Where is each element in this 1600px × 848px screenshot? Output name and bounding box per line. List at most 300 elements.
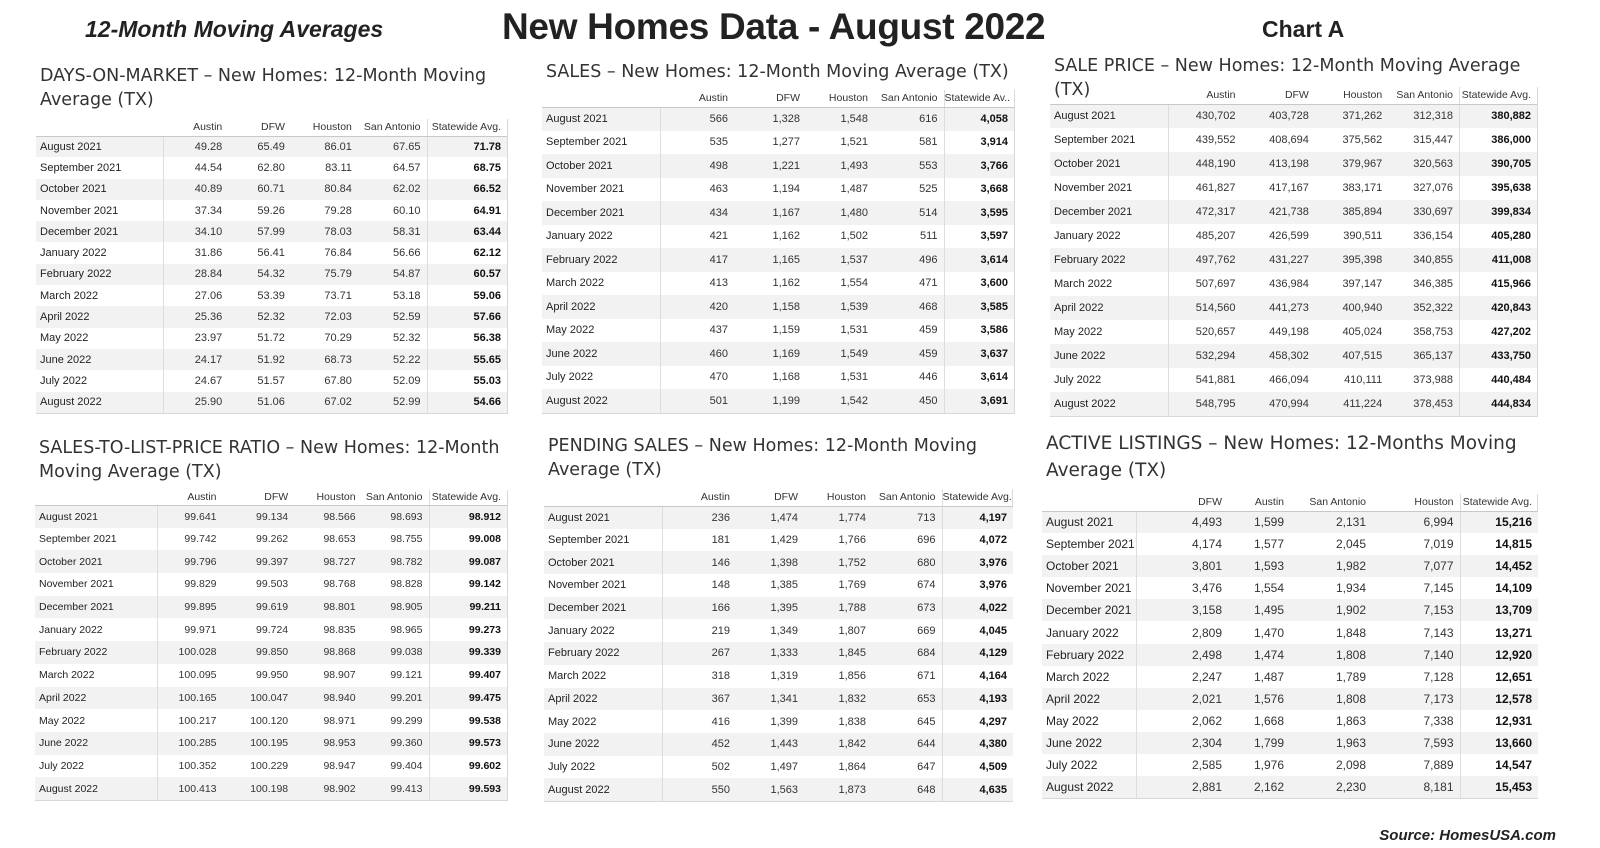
- data-cell: 408,694: [1242, 128, 1315, 152]
- data-cell: 581: [874, 131, 944, 155]
- data-cell: 315,447: [1388, 128, 1459, 152]
- data-cell: 1,599: [1228, 511, 1290, 533]
- month-label: August 2022: [544, 778, 662, 801]
- data-cell: 49.28: [163, 136, 228, 157]
- statewide-avg-cell: 99.538: [429, 709, 507, 732]
- column-header: Houston: [294, 490, 361, 505]
- data-cell: 1,554: [806, 272, 874, 296]
- data-cell: 58.31: [358, 221, 427, 242]
- month-label: July 2022: [544, 756, 662, 779]
- data-cell: 7,019: [1372, 533, 1460, 555]
- data-cell: 466,094: [1242, 368, 1315, 392]
- data-cell: 1,165: [734, 248, 806, 272]
- table-row: [1042, 666, 1538, 688]
- table-row: [1050, 200, 1537, 224]
- data-table: [542, 90, 1014, 413]
- statewide-avg-cell: 13,709: [1460, 599, 1538, 621]
- table-frame: [542, 90, 1015, 414]
- data-cell: 1,328: [734, 107, 806, 131]
- column-header: Houston: [804, 489, 872, 506]
- table-row: [35, 596, 507, 619]
- data-cell: 99.413: [362, 777, 429, 800]
- data-cell: 98.971: [294, 709, 361, 732]
- column-header: Houston: [806, 90, 874, 107]
- data-cell: 1,576: [1228, 688, 1290, 710]
- statewide-avg-cell: 420,843: [1460, 296, 1537, 320]
- table-row: [36, 221, 507, 242]
- data-cell: 2,809: [1136, 621, 1228, 643]
- statewide-avg-cell: 4,072: [942, 529, 1013, 552]
- statewide-avg-cell: 380,882: [1460, 104, 1537, 128]
- statewide-avg-cell: 59.06: [427, 285, 507, 306]
- data-cell: 1,873: [804, 778, 872, 801]
- data-cell: 148: [662, 574, 736, 597]
- data-cell: 99.895: [157, 596, 222, 619]
- data-cell: 1,542: [806, 389, 874, 413]
- month-label: October 2021: [35, 550, 157, 573]
- month-label: April 2022: [542, 295, 660, 319]
- month-label: February 2022: [1050, 248, 1168, 272]
- table-row: [35, 618, 507, 641]
- data-cell: 100.165: [157, 687, 222, 710]
- data-cell: 336,154: [1388, 224, 1459, 248]
- statewide-avg-cell: 3,914: [944, 131, 1014, 155]
- table-row: [36, 179, 507, 200]
- data-cell: 379,967: [1315, 152, 1388, 176]
- table-row: [36, 349, 507, 370]
- data-cell: 52.99: [358, 392, 427, 413]
- data-cell: 1,521: [806, 131, 874, 155]
- table-row: [544, 619, 1013, 642]
- data-cell: 397,147: [1315, 272, 1388, 296]
- statewide-avg-cell: 12,651: [1460, 666, 1538, 688]
- month-label: January 2022: [1042, 621, 1136, 643]
- data-cell: 7,889: [1372, 754, 1460, 776]
- data-cell: 98.828: [362, 573, 429, 596]
- data-cell: 468: [874, 295, 944, 319]
- statewide-avg-cell: 405,280: [1460, 224, 1537, 248]
- table-row: [542, 225, 1014, 249]
- data-cell: 44.54: [163, 157, 228, 178]
- data-cell: 507,697: [1168, 272, 1241, 296]
- data-cell: 1,845: [804, 642, 872, 665]
- data-cell: 86.01: [291, 136, 358, 157]
- table-row: [544, 688, 1013, 711]
- month-label: February 2022: [542, 248, 660, 272]
- statewide-avg-cell: 3,585: [944, 295, 1014, 319]
- table-row: [35, 641, 507, 664]
- month-label: April 2022: [544, 688, 662, 711]
- data-cell: 463: [660, 178, 734, 202]
- data-cell: 51.72: [228, 328, 291, 349]
- data-cell: 68.73: [291, 349, 358, 370]
- statewide-avg-cell: 4,509: [942, 756, 1013, 779]
- data-cell: 458,302: [1242, 344, 1315, 368]
- month-label: January 2022: [35, 618, 157, 641]
- column-header: San Antonio: [1290, 494, 1372, 511]
- month-label: December 2021: [35, 596, 157, 619]
- data-cell: 1,167: [734, 201, 806, 225]
- data-cell: 100.195: [223, 732, 295, 755]
- data-cell: 645: [872, 710, 942, 733]
- month-label: July 2022: [542, 366, 660, 390]
- data-cell: 70.29: [291, 328, 358, 349]
- statewide-avg-cell: 71.78: [427, 136, 507, 157]
- month-label: November 2021: [36, 200, 163, 221]
- data-cell: 371,262: [1315, 104, 1388, 128]
- data-cell: 99.404: [362, 755, 429, 778]
- statewide-avg-cell: 98.912: [429, 505, 507, 528]
- data-cell: 485,207: [1168, 224, 1241, 248]
- table-row: [35, 755, 507, 778]
- data-cell: 98.801: [294, 596, 361, 619]
- table-row: [542, 342, 1014, 366]
- table-row: [1042, 688, 1538, 710]
- month-label: January 2022: [1050, 224, 1168, 248]
- data-cell: 1,808: [1290, 644, 1372, 666]
- statewide-avg-cell: 3,614: [944, 366, 1014, 390]
- data-cell: 51.92: [228, 349, 291, 370]
- month-label: November 2021: [544, 574, 662, 597]
- data-cell: 31.86: [163, 242, 228, 263]
- month-label: May 2022: [1050, 320, 1168, 344]
- data-cell: 312,318: [1388, 104, 1459, 128]
- data-cell: 99.360: [362, 732, 429, 755]
- statewide-avg-cell: 3,600: [944, 272, 1014, 296]
- data-cell: 550: [662, 778, 736, 801]
- statewide-avg-cell: 99.475: [429, 687, 507, 710]
- statewide-avg-cell: 386,000: [1460, 128, 1537, 152]
- data-cell: 34.10: [163, 221, 228, 242]
- data-cell: 514: [874, 201, 944, 225]
- data-cell: 100.198: [223, 777, 295, 800]
- data-cell: 1,554: [1228, 577, 1290, 599]
- data-cell: 2,162: [1228, 776, 1290, 798]
- data-cell: 1,429: [736, 529, 804, 552]
- data-cell: 1,539: [806, 295, 874, 319]
- statewide-avg-cell: 4,129: [942, 642, 1013, 665]
- data-cell: 98.727: [294, 550, 361, 573]
- table-row: [1050, 152, 1537, 176]
- data-cell: 390,511: [1315, 224, 1388, 248]
- statewide-avg-cell: 55.03: [427, 370, 507, 391]
- statewide-avg-cell: 3,586: [944, 319, 1014, 343]
- data-cell: 1,563: [736, 778, 804, 801]
- data-cell: 673: [872, 597, 942, 620]
- data-cell: 53.18: [358, 285, 427, 306]
- table-row: [36, 136, 507, 157]
- data-cell: 400,940: [1315, 296, 1388, 320]
- month-label: December 2021: [36, 221, 163, 242]
- table-row: [35, 528, 507, 551]
- month-label: February 2022: [1042, 644, 1136, 666]
- data-cell: 426,599: [1242, 224, 1315, 248]
- data-cell: 365,137: [1388, 344, 1459, 368]
- table-row: [544, 710, 1013, 733]
- table-row: [36, 200, 507, 221]
- month-label: October 2021: [544, 551, 662, 574]
- table-row: [544, 778, 1013, 801]
- data-cell: 1,162: [734, 272, 806, 296]
- statewide-avg-cell: 4,193: [942, 688, 1013, 711]
- month-label: August 2021: [544, 506, 662, 529]
- table-row: [1042, 754, 1538, 776]
- data-cell: 436,984: [1242, 272, 1315, 296]
- data-cell: 100.095: [157, 664, 222, 687]
- table-row: [544, 574, 1013, 597]
- statewide-avg-cell: 399,834: [1460, 200, 1537, 224]
- data-cell: 99.121: [362, 664, 429, 687]
- statewide-avg-cell: 395,638: [1460, 176, 1537, 200]
- column-header: DFW: [228, 119, 291, 136]
- data-cell: 713: [872, 506, 942, 529]
- data-cell: 461,827: [1168, 176, 1241, 200]
- month-label: September 2021: [1050, 128, 1168, 152]
- data-cell: 100.217: [157, 709, 222, 732]
- data-cell: 434: [660, 201, 734, 225]
- data-cell: 1,963: [1290, 732, 1372, 754]
- data-cell: 79.28: [291, 200, 358, 221]
- panel-sales-to-list-ratio: [35, 436, 508, 801]
- data-cell: 553: [874, 154, 944, 178]
- data-cell: 100.047: [223, 687, 295, 710]
- data-cell: 532,294: [1168, 344, 1241, 368]
- column-header: Statewide Avg.: [1460, 87, 1537, 104]
- statewide-avg-cell: 4,022: [942, 597, 1013, 620]
- data-cell: 7,153: [1372, 599, 1460, 621]
- column-header: Houston: [1315, 87, 1388, 104]
- column-header: San Antonio: [874, 90, 944, 107]
- month-label: March 2022: [542, 272, 660, 296]
- data-cell: 1,766: [804, 529, 872, 552]
- table-row: [542, 248, 1014, 272]
- data-cell: 4,174: [1136, 533, 1228, 555]
- data-cell: 1,399: [736, 710, 804, 733]
- data-cell: 6,994: [1372, 511, 1460, 533]
- data-cell: 3,801: [1136, 555, 1228, 577]
- column-header: San Antonio: [872, 489, 942, 506]
- month-label: June 2022: [544, 733, 662, 756]
- data-cell: 2,131: [1290, 511, 1372, 533]
- subtitle: 12-Month Moving Averages: [85, 16, 384, 42]
- month-label: October 2021: [542, 154, 660, 178]
- month-label: August 2021: [1042, 511, 1136, 533]
- data-cell: 99.038: [362, 641, 429, 664]
- data-cell: 1,395: [736, 597, 804, 620]
- data-cell: 219: [662, 619, 736, 642]
- data-cell: 1,531: [806, 319, 874, 343]
- table-frame: [1042, 494, 1538, 799]
- statewide-avg-cell: 99.142: [429, 573, 507, 596]
- data-cell: 671: [872, 665, 942, 688]
- data-cell: 100.028: [157, 641, 222, 664]
- month-label: May 2022: [544, 710, 662, 733]
- data-cell: 1,487: [806, 178, 874, 202]
- data-cell: 470: [660, 366, 734, 390]
- data-cell: 1,807: [804, 619, 872, 642]
- data-cell: 653: [872, 688, 942, 711]
- statewide-avg-cell: 3,691: [944, 389, 1014, 413]
- statewide-avg-cell: 55.65: [427, 349, 507, 370]
- statewide-avg-cell: 99.593: [429, 777, 507, 800]
- statewide-avg-cell: 99.602: [429, 755, 507, 778]
- table-row: [1042, 533, 1538, 555]
- data-cell: 1,474: [736, 506, 804, 529]
- table-row: [1042, 776, 1538, 798]
- month-label: July 2022: [1050, 368, 1168, 392]
- month-label: May 2022: [1042, 710, 1136, 732]
- data-cell: 65.49: [228, 136, 291, 157]
- table-row: [1050, 272, 1537, 296]
- data-cell: 24.17: [163, 349, 228, 370]
- data-cell: 267: [662, 642, 736, 665]
- table-row: [35, 732, 507, 755]
- data-cell: 448,190: [1168, 152, 1241, 176]
- data-cell: 100.229: [223, 755, 295, 778]
- data-cell: 358,753: [1388, 320, 1459, 344]
- data-cell: 7,145: [1372, 577, 1460, 599]
- data-cell: 367: [662, 688, 736, 711]
- month-label: March 2022: [35, 664, 157, 687]
- column-header: Austin: [157, 490, 222, 505]
- data-cell: 1,349: [736, 619, 804, 642]
- table-row: [1042, 577, 1538, 599]
- data-cell: 1,593: [1228, 555, 1290, 577]
- statewide-avg-cell: 3,668: [944, 178, 1014, 202]
- data-cell: 1,863: [1290, 710, 1372, 732]
- data-cell: 2,585: [1136, 754, 1228, 776]
- data-cell: 67.02: [291, 392, 358, 413]
- data-cell: 378,453: [1388, 392, 1459, 416]
- data-cell: 100.413: [157, 777, 222, 800]
- table-row: [1050, 176, 1537, 200]
- data-cell: 27.06: [163, 285, 228, 306]
- data-cell: 441,273: [1242, 296, 1315, 320]
- data-cell: 2,304: [1136, 732, 1228, 754]
- data-cell: 23.97: [163, 328, 228, 349]
- statewide-avg-cell: 3,766: [944, 154, 1014, 178]
- month-label: March 2022: [544, 665, 662, 688]
- data-cell: 1,493: [806, 154, 874, 178]
- data-cell: 24.67: [163, 370, 228, 391]
- data-cell: 2,021: [1136, 688, 1228, 710]
- data-cell: 99.829: [157, 573, 222, 596]
- data-cell: 98.693: [362, 505, 429, 528]
- panel-days-on-market: [36, 64, 508, 414]
- panel-title: DAYS-ON-MARKET – New Homes: 12-Month Moving Average (TX): [40, 66, 487, 110]
- data-cell: 67.80: [291, 370, 358, 391]
- data-cell: 99.134: [223, 505, 295, 528]
- table-row: [542, 272, 1014, 296]
- data-cell: 3,476: [1136, 577, 1228, 599]
- table-row: [35, 777, 507, 800]
- data-cell: 99.641: [157, 505, 222, 528]
- data-cell: 407,515: [1315, 344, 1388, 368]
- table-frame: [1050, 87, 1538, 417]
- table-row: [542, 319, 1014, 343]
- statewide-avg-cell: 15,453: [1460, 776, 1538, 798]
- data-cell: 1,194: [734, 178, 806, 202]
- table-row: [36, 328, 507, 349]
- data-cell: 1,902: [1290, 599, 1372, 621]
- row-header-blank: [36, 119, 163, 136]
- column-header: Statewide Avg.: [427, 119, 507, 136]
- data-cell: 7,143: [1372, 621, 1460, 643]
- data-cell: 1,976: [1228, 754, 1290, 776]
- data-cell: 1,398: [736, 551, 804, 574]
- data-table: [1042, 494, 1538, 798]
- data-cell: 98.755: [362, 528, 429, 551]
- data-cell: 1,832: [804, 688, 872, 711]
- data-cell: 98.768: [294, 573, 361, 596]
- data-cell: 496: [874, 248, 944, 272]
- data-cell: 431,227: [1242, 248, 1315, 272]
- statewide-avg-cell: 4,635: [942, 778, 1013, 801]
- column-header: San Antonio: [358, 119, 427, 136]
- data-cell: 1,808: [1290, 688, 1372, 710]
- data-cell: 2,098: [1290, 754, 1372, 776]
- data-cell: 98.868: [294, 641, 361, 664]
- data-cell: 98.905: [362, 596, 429, 619]
- data-cell: 146: [662, 551, 736, 574]
- table-row: [542, 154, 1014, 178]
- data-cell: 56.66: [358, 242, 427, 263]
- data-cell: 99.742: [157, 528, 222, 551]
- month-label: November 2021: [1042, 577, 1136, 599]
- panel-pending-sales: [544, 434, 1013, 802]
- month-label: November 2021: [35, 573, 157, 596]
- data-cell: 1,842: [804, 733, 872, 756]
- data-cell: 53.39: [228, 285, 291, 306]
- data-cell: 535: [660, 131, 734, 155]
- statewide-avg-cell: 433,750: [1460, 344, 1537, 368]
- table-row: [1050, 392, 1537, 416]
- data-cell: 98.902: [294, 777, 361, 800]
- column-header: Statewide Avg.: [429, 490, 507, 505]
- statewide-avg-cell: 99.008: [429, 528, 507, 551]
- data-cell: 1,549: [806, 342, 874, 366]
- statewide-avg-cell: 4,164: [942, 665, 1013, 688]
- data-cell: 674: [872, 574, 942, 597]
- data-cell: 98.947: [294, 755, 361, 778]
- table-row: [542, 366, 1014, 390]
- month-label: May 2022: [36, 328, 163, 349]
- data-cell: 1,159: [734, 319, 806, 343]
- data-cell: 405,024: [1315, 320, 1388, 344]
- data-cell: 99.619: [223, 596, 295, 619]
- statewide-avg-cell: 3,976: [942, 574, 1013, 597]
- table-row: [544, 665, 1013, 688]
- data-cell: 470,994: [1242, 392, 1315, 416]
- data-cell: 1,982: [1290, 555, 1372, 577]
- data-cell: 327,076: [1388, 176, 1459, 200]
- month-label: August 2021: [542, 107, 660, 131]
- data-cell: 99.201: [362, 687, 429, 710]
- month-label: June 2022: [35, 732, 157, 755]
- month-label: September 2021: [542, 131, 660, 155]
- table-row: [1042, 644, 1538, 666]
- month-label: January 2022: [36, 242, 163, 263]
- data-cell: 1,168: [734, 366, 806, 390]
- table-row: [1050, 248, 1537, 272]
- month-label: December 2021: [544, 597, 662, 620]
- statewide-avg-cell: 3,595: [944, 201, 1014, 225]
- month-label: February 2022: [544, 642, 662, 665]
- data-cell: 181: [662, 529, 736, 552]
- month-label: January 2022: [544, 619, 662, 642]
- table-row: [544, 756, 1013, 779]
- statewide-avg-cell: 12,920: [1460, 644, 1538, 666]
